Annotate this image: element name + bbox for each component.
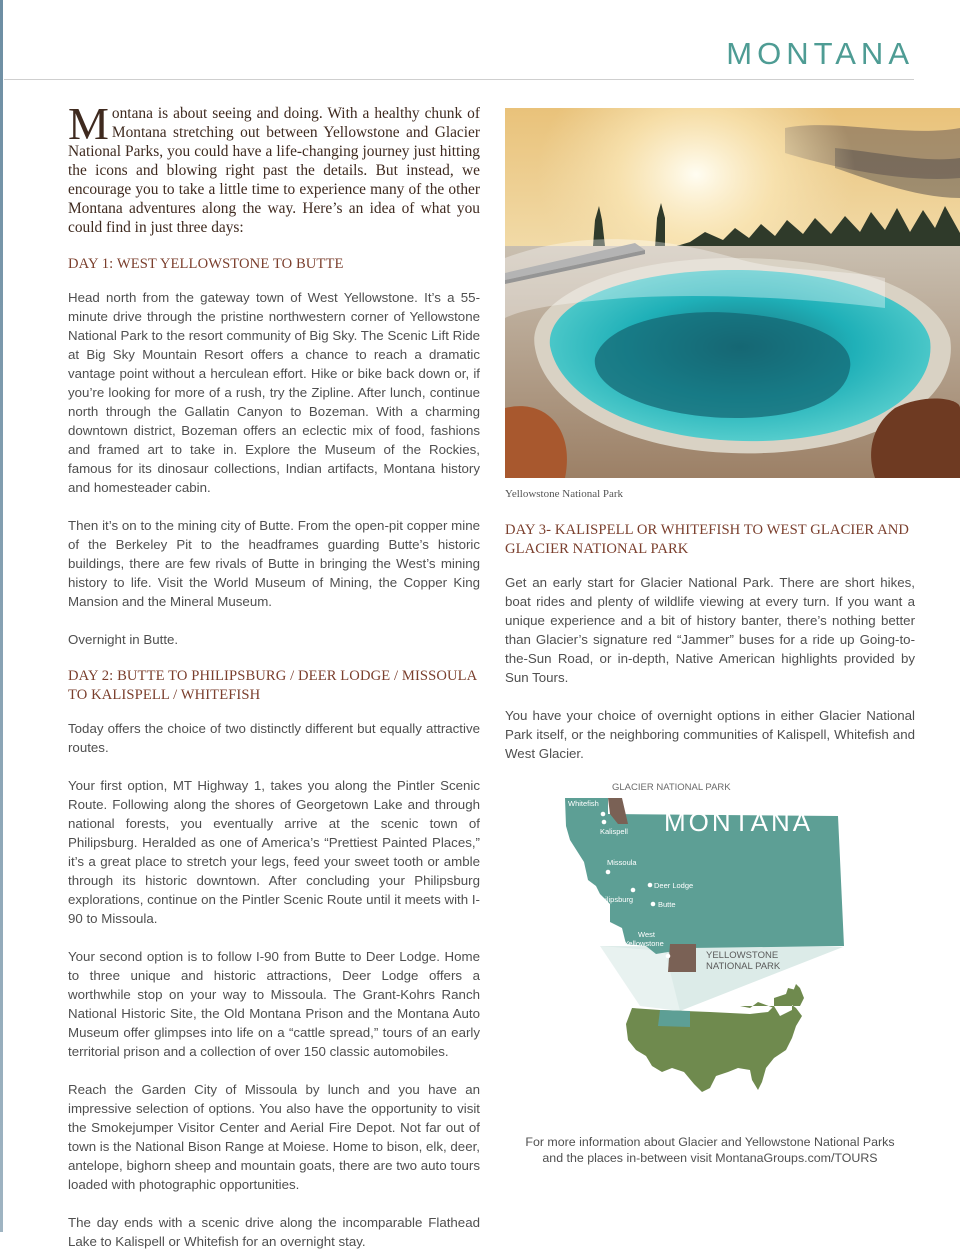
day3-paragraph-1: Get an early start for Glacier National Park. There are short hikes, boat rides and plenty of wildlife viewing at every turn. If you want a unique experience and a bit of history banter, there’s nothing better than Glacier’s signature red “Jammer” buses for a ride up Going-to-the-Sun Road, or in-depth, Native American highlights provided by Sun Tours. bbox=[505, 575, 915, 685]
intro-paragraph bbox=[68, 98, 480, 237]
day2-paragraph-2: Your first option, MT Highway 1, takes you along the Pintler Scenic Route. Following along the shores of Georgetown Lake and through national forests, you eventually arrive at the scenic town of Philipsburg. Heralded as one of America’s “Prettiest Painted Places,” it’s a great place to stretch your legs, feed your sweet tooth or amble through its historic downtown. After concluding your Philipsburg explorations, continue on the Pintler Scenic Route until it meets with I-90 to Missoula. bbox=[68, 778, 480, 926]
left-column bbox=[68, 98, 480, 1251]
photo-caption: Yellowstone National Park bbox=[505, 488, 624, 500]
montana-map-svg bbox=[560, 776, 860, 1106]
yellowstone-photo bbox=[505, 108, 960, 478]
usa-montana-highlight bbox=[658, 1010, 690, 1027]
day2-paragraph-4: Reach the Garden City of Missoula by lunch and you have an impressive selection of options. You also have the opportunity to visit the Smokejumper Visitor Center and Aerial Fire Depot. Not far out of town is the National Bison Range at Moiese. Home to bison, elk, deer, antelope, bighorn sheep and mountain goats, there are two auto tours loaded with photographic opportunities. bbox=[68, 1082, 480, 1192]
philipsburg-label: Philipsburg bbox=[596, 895, 634, 904]
state-label: MONTANA bbox=[664, 807, 814, 837]
montana-map bbox=[560, 776, 860, 1106]
west-yellowstone-label-line2: Yellowstone bbox=[624, 939, 664, 948]
butte-dot bbox=[651, 902, 656, 907]
right-column bbox=[505, 108, 915, 763]
more-info-line-1: For more information about Glacier and Yellowstone National Parks bbox=[525, 1135, 895, 1149]
philipsburg-dot bbox=[631, 888, 636, 893]
more-info-note bbox=[505, 1134, 915, 1166]
hot-spring-illustration bbox=[505, 108, 960, 478]
page-spine-shadow bbox=[0, 0, 3, 1232]
day1-paragraph-3: Overnight in Butte. bbox=[68, 632, 179, 647]
west-yellowstone-label-line1: West bbox=[638, 930, 655, 939]
yellowstone-label-line1: YELLOWSTONE bbox=[706, 950, 779, 961]
day2-paragraph-1: Today offers the choice of two distinctly different but equally attractive routes. bbox=[68, 721, 480, 755]
day2-paragraph-5: The day ends with a scenic drive along the incomparable Flathead Lake to Kalispell or Whitefish for an overnight stay. bbox=[68, 1215, 480, 1249]
yellowstone-park-shape bbox=[668, 944, 696, 972]
whitefish-label: Whitefish bbox=[568, 799, 599, 808]
day3-paragraph-2: You have your choice of overnight options in either Glacier National Park itself, or the neighboring communities of Kalispell, Whitefish and West Glacier. bbox=[505, 708, 915, 761]
whitefish-dot bbox=[601, 812, 606, 817]
day1-paragraph-2: Then it’s on to the mining city of Butte. From the open-pit copper mine of the Berkeley Pit to the headframes guarding Butte’s historic buildings, there are few rivals of Butte in bringing the West’s mining history to life. Visit the World Museum of Mining, the Copper King Mansion and the Mineral Museum. bbox=[68, 518, 480, 609]
kalispell-label: Kalispell bbox=[600, 827, 628, 836]
header-divider bbox=[4, 79, 914, 80]
day1-paragraph-1: Head north from the gateway town of West Yellowstone. It’s a 55-minute drive through the pristine northwestern corner of Yellowstone National Park to the resort community of Big Sky. The Scenic Lift Ride at Big Sky Mountain Resort offers a chance to reach a dramatic vantage point without a herculean effort. Hike or bike back down or, if you’re looking for more of a rush, try the Zipline. After lunch, continue north through the Gallatin Canyon to Bozeman. With a charming downtown district, Bozeman offers an eclectic mix of food, fashions and framed art to take in. Explore the Museum of the Rockies, famous for its dinosaur collections, Indian artifacts, Montana history and homesteader cabin. bbox=[68, 290, 480, 495]
day2-paragraph-3: Your second option is to follow I-90 from Butte to Deer Lodge. Home to three unique and historic attractions, Deer Lodge offers a worthwhile stop on your way to Missoula. The Grant-Kohrs Ranch National Historic Site, the Old Montana Prison and the Montana Auto Museum offer glimpses into life on a “cattle spread,” tours of an early territorial prison and a collection of over 150 classic automobiles. bbox=[68, 949, 480, 1059]
butte-label: Butte bbox=[658, 900, 676, 909]
day3-heading: DAY 3- KALISPELL OR WHITEFISH TO WEST GLACIER AND GLACIER NATIONAL PARK bbox=[505, 522, 910, 557]
west-yellowstone-dot bbox=[666, 954, 671, 959]
deer-lodge-dot bbox=[648, 883, 653, 888]
more-info-line-2: and the places in-between visit MontanaGroups.com/TOURS bbox=[542, 1151, 878, 1165]
kalispell-dot bbox=[602, 820, 607, 825]
day2-heading: DAY 2: BUTTE TO PHILIPSBURG / DEER LODGE / MISSOULA TO KALISPELL / WHITEFISH bbox=[68, 668, 477, 703]
deer-lodge-label: Deer Lodge bbox=[654, 881, 694, 890]
drop-cap: M bbox=[68, 98, 109, 149]
missoula-dot bbox=[606, 870, 611, 875]
glacier-park-label: GLACIER NATIONAL PARK bbox=[612, 782, 731, 793]
page-title: MONTANA bbox=[726, 36, 914, 71]
missoula-label: Missoula bbox=[607, 858, 637, 867]
day1-heading: DAY 1: WEST YELLOWSTONE TO BUTTE bbox=[68, 256, 344, 272]
yellowstone-label-line2: NATIONAL PARK bbox=[706, 961, 781, 972]
intro-text: ontana is about seeing and doing. With a healthy chunk of Montana stretching out between Yellowstone and Glacier National Parks, you could have a life-changing journey just hitting the icons and blowing right past the details. But instead, we encourage you to take a little time to experience many of the other Montana adventures along the way. Here’s an idea of what you could find in just three days: bbox=[68, 105, 480, 236]
